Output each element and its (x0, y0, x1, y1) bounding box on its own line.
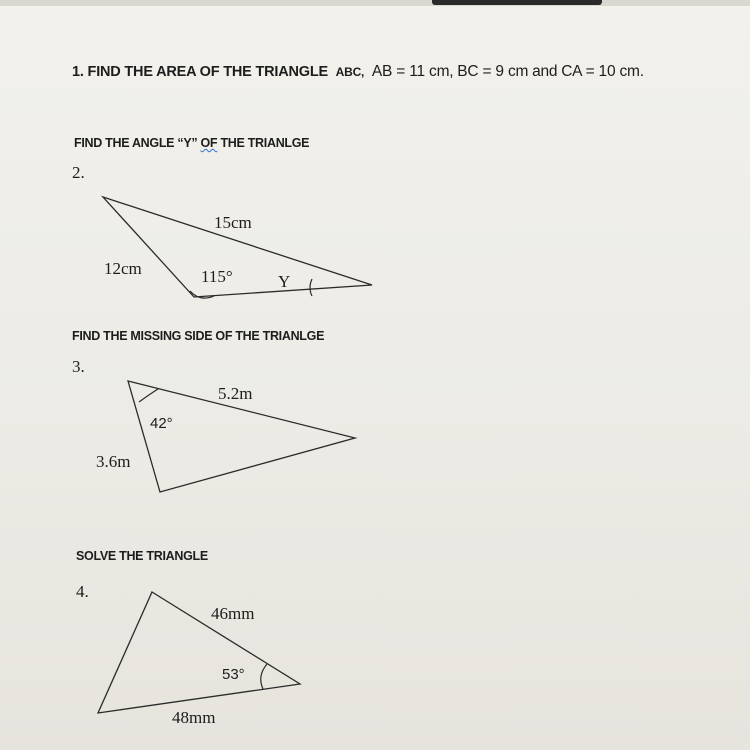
question-3-side-left-label: 3.6m (96, 452, 131, 471)
question-2-heading-part2: THE TRIANLGE (220, 136, 310, 150)
question-1-side-ab: AB = 11 cm, (371, 63, 454, 80)
question-2-side-left-label: 12cm (104, 259, 142, 278)
question-3-number: 3. (72, 357, 85, 376)
question-1-side-ca: CA = 10 cm. (561, 63, 644, 80)
question-1-and: and (532, 63, 558, 80)
question-1-number: 1. (72, 64, 84, 80)
question-1-text: FIND THE AREA OF THE TRIANGLE (87, 64, 328, 80)
question-4-angle-arc (261, 664, 267, 689)
question-1-triangle-name: ABC, (335, 65, 365, 79)
question-4-angle-label: 53° (222, 666, 245, 683)
question-3-angle-label: 42° (150, 415, 173, 432)
question-4-number: 4. (76, 582, 89, 601)
question-4-triangle (98, 592, 300, 713)
question-2-angle-115-label: 115° (201, 267, 233, 286)
question-4-side-bottom-label: 48mm (172, 708, 216, 727)
question-2-heading-of: OF (200, 136, 218, 150)
question-4-heading: SOLVE THE TRIANGLE (76, 549, 208, 563)
question-2-number: 2. (72, 163, 85, 182)
question-3-heading: FIND THE MISSING SIDE OF THE TRIANLGE (72, 329, 325, 343)
question-2-angle-y-label: Y (278, 272, 291, 291)
question-3-side-top-label: 5.2m (218, 384, 253, 403)
question-2-side-top-label: 15cm (214, 213, 252, 232)
question-4-side-top-label: 46mm (211, 604, 255, 623)
question-1-side-bc: BC = 9 cm (457, 63, 529, 80)
question-2-heading-part1: FIND THE ANGLE “Y” (74, 136, 198, 150)
